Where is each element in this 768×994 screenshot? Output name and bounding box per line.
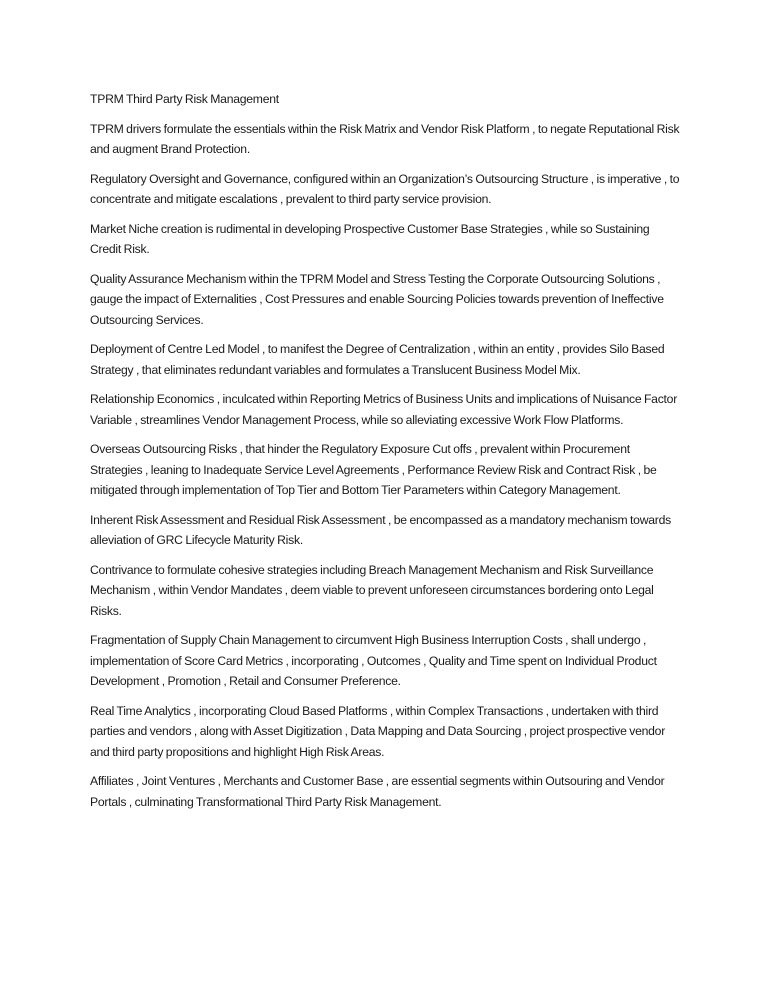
paragraph-regulatory-oversight: Regulatory Oversight and Governance, configured within an Organization’s Outsourcing Structure , is imperative , to concentrate and mitigate escalations , prevalent to third party service provision. xyxy=(90,171,680,206)
document-title: TPRM Third Party Risk Management xyxy=(90,92,279,106)
paragraph-relationship-economics: Relationship Economics , inculcated within Reporting Metrics of Business Units and implications of Nuisance Factor Variable , streamlines Vendor Management Process, while so alleviating excessive Work Flow Platforms. xyxy=(90,392,678,427)
paragraph-risk-assessment: Inherent Risk Assessment and Residual Risk Assessment , be encompassed as a mandatory mechanism towards alleviation of GRC Lifecycle Maturity Risk. xyxy=(90,512,671,547)
paragraph-market-niche: Market Niche creation is rudimental in developing Prospective Customer Base Strategies , while so Sustaining Credit Risk. xyxy=(90,221,650,256)
paragraph-quality-assurance: Quality Assurance Mechanism within the TPRM Model and Stress Testing the Corporate Outsourcing Solutions , gauge the impact of Externalities , Cost Pressures and enable Sourcing Policies towards prevention of Ineffective Outsourcing Services. xyxy=(90,271,664,327)
paragraph-supply-chain: Fragmentation of Supply Chain Management to circumvent High Business Interruption Costs , shall undergo , implementation of Score Card Metrics , incorporating , Outcomes , Quality and Time spent on Individual Product Development , Promotion , Retail and Consumer Preference. xyxy=(90,633,657,688)
paragraph-contrivance: Contrivance to formulate cohesive strategies including Breach Management Mechanism and Risk Surveillance Mechanism , within Vendor Mandates , deem viable to prevent unforeseen circumstances bordering onto Legal Risks. xyxy=(90,562,654,618)
document-body xyxy=(90,89,682,821)
paragraph-tprm-drivers: TPRM drivers formulate the essentials within the Risk Matrix and Vendor Risk Platform , to negate Reputational Risk and augment Brand Protection. xyxy=(90,121,680,156)
paragraph-overseas-outsourcing: Overseas Outsourcing Risks , that hinder the Regulatory Exposure Cut offs , prevalent within Procurement Strategies , leaning to Inadequate Service Level Agreements , Performance Review Risk and Contract Risk , be mitigated through implementation of Top Tier and Bottom Tier Parameters within Category Management. xyxy=(90,442,657,497)
paragraph-centre-led-model: Deployment of Centre Led Model , to manifest the Degree of Centralization , within an entity , provides Silo Based Strategy , that eliminates redundant variables and formulates a Translucent Business Model Mix. xyxy=(90,342,665,377)
paragraph-affiliates: Affiliates , Joint Ventures , Merchants and Customer Base , are essential segments within Outsouring and Vendor Portals , culminating Transformational Third Party Risk Management. xyxy=(90,774,665,809)
paragraph-real-time-analytics: Real Time Analytics , incorporating Cloud Based Platforms , within Complex Transactions , undertaken with third parties and vendors , along with Asset Digitization , Data Mapping and Data Sourcing , project prospective vendor and third party propositions and highlight High Risk Areas. xyxy=(90,703,665,759)
